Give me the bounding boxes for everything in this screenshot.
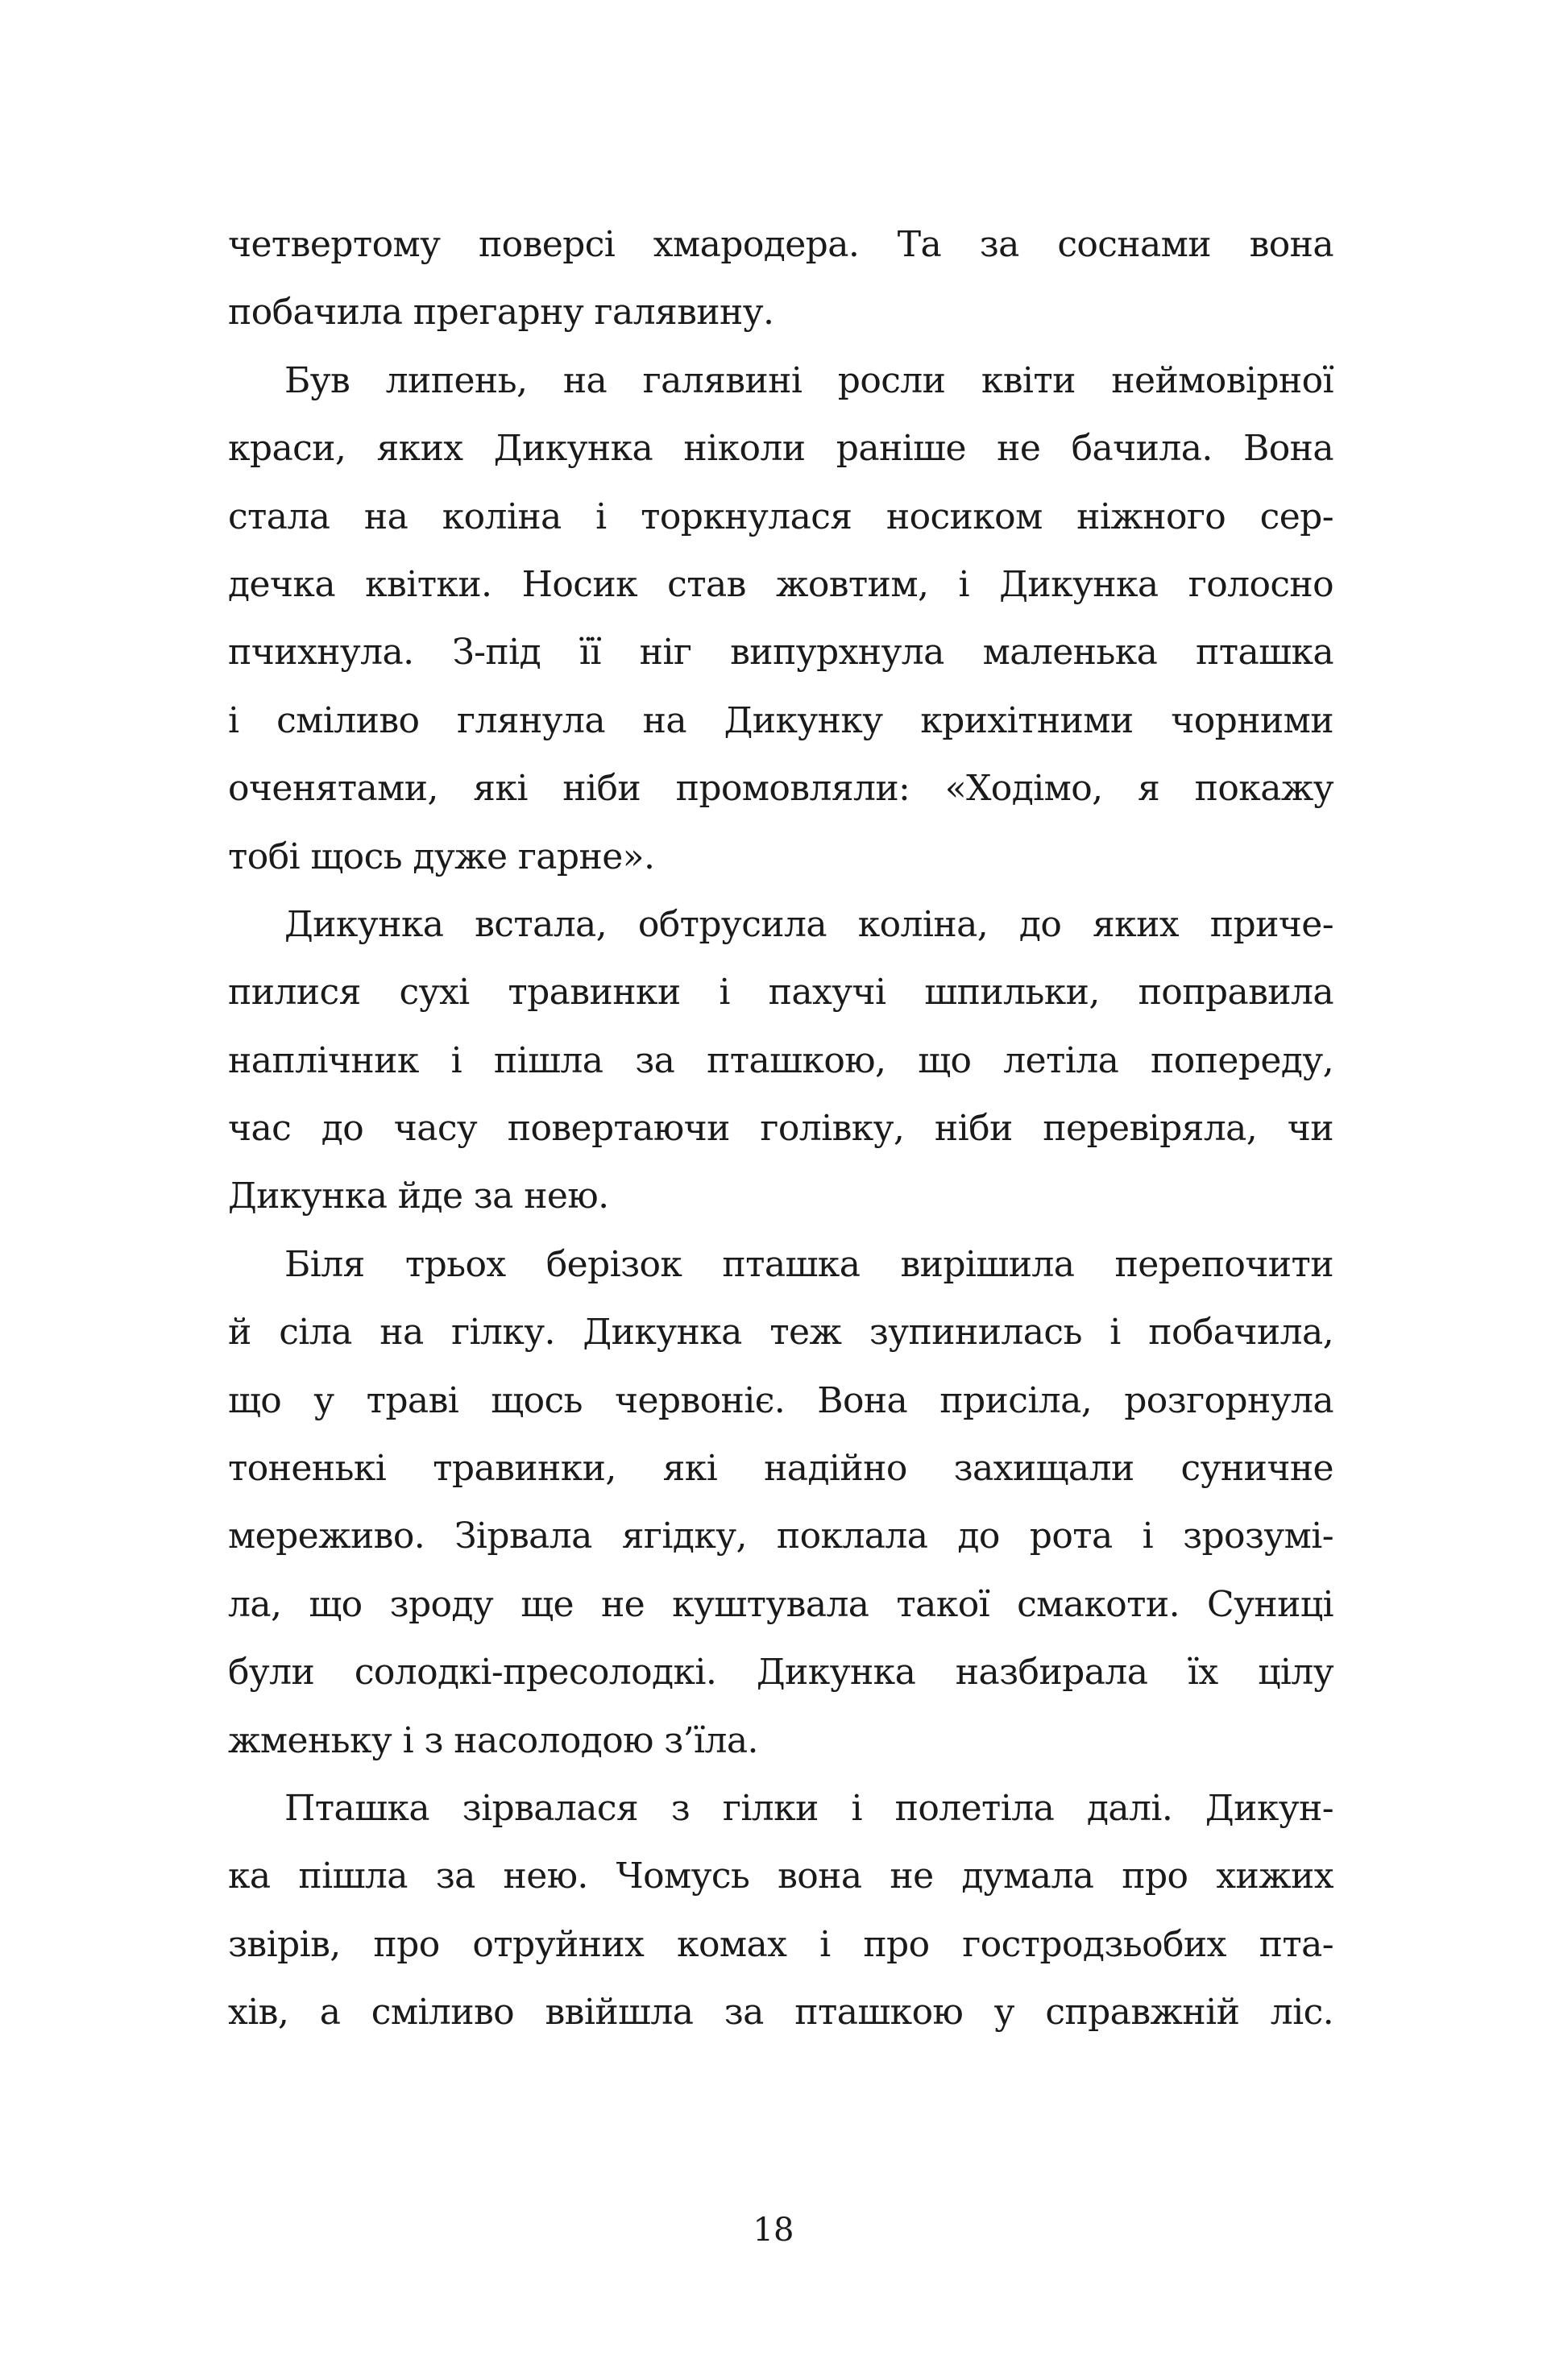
paragraph (228, 347, 1333, 891)
text-line: четвертому поверсі хмародера. Та за соснами вона (228, 224, 1333, 265)
text-line: ка пішла за нею. Чомусь вона не думала про хижих (228, 1855, 1333, 1897)
text-line: Дикунка йде за нею. (228, 1175, 609, 1217)
text-line: Пташка зірвалася з гілки і полетіла далі. Дикун- (284, 1787, 1333, 1829)
text-line: побачила прегарну галявину. (228, 292, 774, 334)
text-line: дечка квітки. Носик став жовтим, і Дикунка голосно (228, 563, 1333, 605)
paragraph (228, 1775, 1333, 2047)
text-line: наплічник і пішла за пташкою, що летіла попереду, (228, 1039, 1333, 1081)
text-line: оченятами, які ніби промовляли: «Ходімо, я покажу (228, 768, 1333, 810)
text-line: звірів, про отруйних комах і про гостродзьобих пта- (228, 1923, 1333, 1965)
text-line: пилися сухі травинки і пахучі шпильки, поправила (228, 972, 1333, 1014)
text-line: тоненькі травинки, які надійно захищали суничне (228, 1448, 1333, 1490)
text-line: хів, а сміливо ввійшла за пташкою у справжній ліс. (228, 1992, 1333, 2034)
paragraph (228, 891, 1333, 1231)
text-line: тобі щось дуже гарне». (228, 835, 655, 877)
text-line: стала на коліна і торкнулася носиком ніжного сер- (228, 495, 1333, 537)
text-line: і сміливо глянула на Дикунку крихітними чорними (228, 699, 1333, 741)
text-line: були солодкі-пресолодкі. Дикунка назбирала їх цілу (228, 1652, 1333, 1694)
text-line: Дикунка встала, обтрусила коліна, до яких приче- (284, 903, 1333, 945)
text-line: мереживо. Зірвала ягідку, поклала до рота і зрозумі- (228, 1515, 1333, 1557)
page-number: 18 (753, 2212, 794, 2249)
text-line: час до часу повертаючи голівку, ніби перевіряла, чи (228, 1108, 1333, 1150)
text-line: краси, яких Дикунка ніколи раніше не бачила. Вона (228, 428, 1333, 470)
body-text (228, 211, 1333, 2047)
paragraph (228, 211, 1333, 347)
text-line: Біля трьох берізок пташка вирішила перепочити (284, 1243, 1333, 1285)
text-line: що у траві щось червоніє. Вона присіла, розгорнула (228, 1379, 1333, 1421)
text-line: жменьку і з насолодою з’їла. (228, 1719, 758, 1761)
text-line: й сіла на гілку. Дикунка теж зупинилась і побачила, (228, 1312, 1333, 1354)
text-line: Був липень, на галявині росли квіти неймовірної (284, 359, 1333, 401)
paragraph (228, 1231, 1333, 1775)
text-line: пчихнула. З-під її ніг випурхнула маленька пташка (228, 632, 1333, 674)
text-line: ла, що зроду ще не куштувала такої смакоти. Суниці (228, 1583, 1333, 1625)
